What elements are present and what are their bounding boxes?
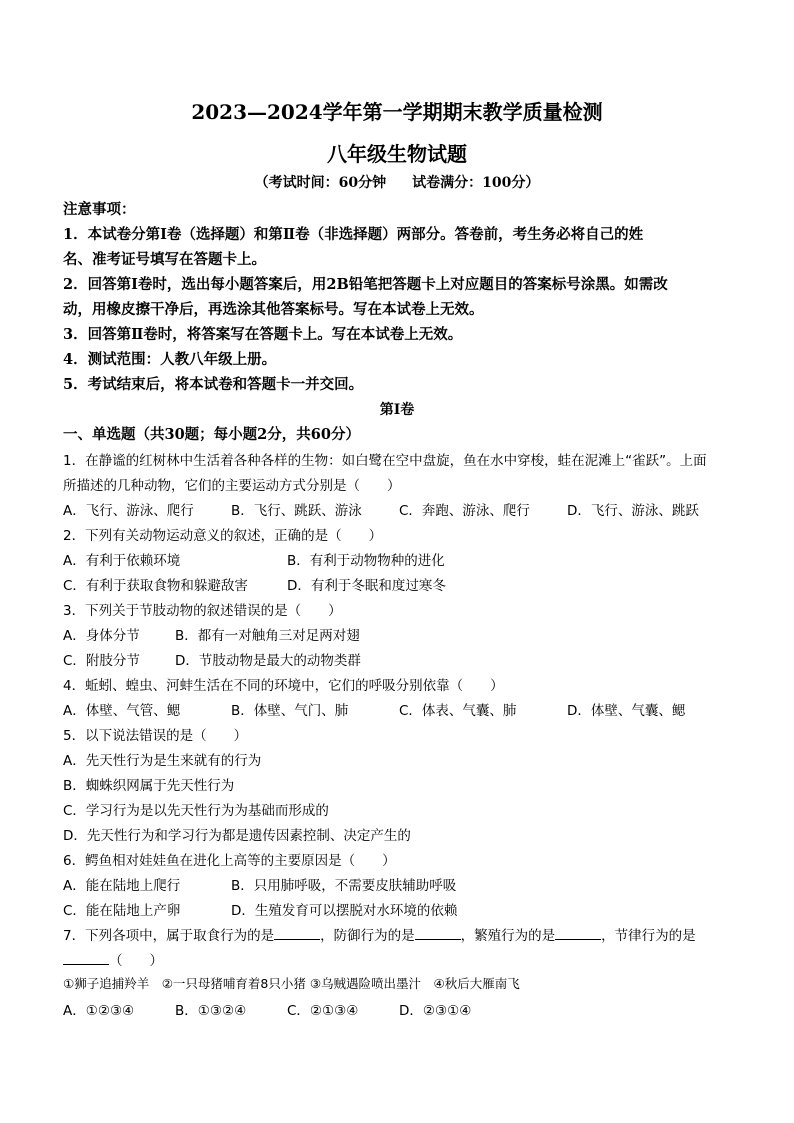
q3-stem: 3．下列关于节肢动物的叙述错误的是（ ） — [63, 603, 342, 619]
q7-stem — [63, 924, 743, 944]
q1-option-c: C．奔跑、游泳、爬行 — [399, 503, 530, 519]
q4-option-a: A．体壁、气管、鳃 — [63, 703, 181, 719]
part-heading: 一、单选题（共30题；每小题2分，共60分） — [63, 426, 360, 443]
q5-option-b: B．蜘蛛织网属于先天性行为 — [63, 778, 235, 794]
q7-blank-3[interactable] — [555, 927, 601, 940]
exam-title: 2023—2024学年第一学期期末教学质量检测 — [191, 100, 603, 124]
exam-subtitle: 八年级生物试题 — [327, 142, 467, 166]
q7-option-c: C．②①③④ — [287, 1003, 359, 1019]
q7-option-b: B．①③②④ — [175, 1003, 247, 1019]
notice-heading: 注意事项： — [63, 201, 136, 218]
q3-option-a: A．身体分节 — [63, 628, 140, 644]
q4-option-c: C．体表、气囊、肺 — [399, 703, 517, 719]
q2-option-b: B．有利于动物物种的进化 — [287, 553, 445, 569]
q7-option-a: A．①②③④ — [63, 1003, 135, 1019]
full-score: 试卷满分：100分） — [412, 175, 540, 191]
q7-items: ①狮子追捕羚羊 ②一只母猪哺育着8只小猪 ③乌贼遇险喷出墨汁 ④秋后大雁南飞 — [63, 976, 520, 991]
q7-blank-4[interactable] — [63, 952, 109, 965]
q2-stem: 2．下列有关动物运动意义的叙述，正确的是（ ） — [63, 528, 383, 544]
q7-stem-a: 7．下列各项中，属于取食行为的是 — [63, 928, 275, 944]
notice-line-2: 名、准考证号填写在答题卡上。 — [63, 251, 266, 268]
q3-option-d: D．节肢动物是最大的动物类群 — [175, 653, 361, 669]
q7-blank-1[interactable] — [274, 927, 320, 940]
q1-option-a: A．飞行、游泳、爬行 — [63, 503, 194, 519]
q1-stem-line2: 所描述的几种动物，它们的主要运动方式分别是（ ） — [63, 478, 401, 494]
q4-stem: 4．蚯蚓、蝗虫、河蚌生活在不同的环境中，它们的呼吸分别依靠（ ） — [63, 678, 504, 694]
q1-stem-line1: 1．在静谧的红树林中生活着各种各样的生物：如白鹭在空中盘旋，鱼在水中穿梭，蛙在泥滩上“雀跃”。上面 — [63, 453, 707, 469]
notice-line-3: 2．回答第Ⅰ卷时，选出每小题答案后，用2B铅笔把答题卡上对应题目的答案标号涂黑。如需改 — [63, 276, 668, 293]
q4-option-d: D．体壁、气囊、鳃 — [567, 703, 686, 719]
q3-option-c: C．附肢分节 — [63, 653, 140, 669]
q7-stem-c: ，繁殖行为的是 — [460, 928, 556, 944]
notice-line-1: 1．本试卷分第Ⅰ卷（选择题）和第Ⅱ卷（非选择题）两部分。答卷前，考生务必将自己的姓 — [63, 226, 644, 243]
q3-option-b: B．都有一对触角三对足两对翅 — [175, 628, 360, 644]
q7-stem-b: ，防御行为的是 — [320, 928, 415, 944]
exam-time: （考试时间：60分钟 — [254, 175, 387, 191]
q7-stem-end: （ ） — [109, 953, 163, 969]
q7-option-d: D．②③①④ — [399, 1003, 472, 1019]
q7-stem-line2 — [63, 949, 743, 969]
q6-option-a: A．能在陆地上爬行 — [63, 878, 181, 894]
q1-option-b: B．飞行、跳跃、游泳 — [231, 503, 362, 519]
notice-line-6: 4．测试范围：人教八年级上册。 — [63, 351, 277, 368]
q6-stem: 6．鳄鱼相对娃娃鱼在进化上高等的主要原因是（ ） — [63, 853, 396, 869]
notice-line-7: 5．考试结束后，将本试卷和答题卡一并交回。 — [63, 376, 364, 393]
q4-option-b: B．体壁、气门、肺 — [231, 703, 349, 719]
notice-line-4: 动，用橡皮擦干净后，再选涂其他答案标号。写在本试卷上无效。 — [63, 301, 484, 318]
notice-line-5: 3．回答第Ⅱ卷时，将答案写在答题卡上。写在本试卷上无效。 — [63, 326, 463, 343]
q2-option-d: D．有利于冬眠和度过寒冬 — [287, 578, 446, 594]
q6-option-b: B．只用肺呼吸，不需要皮肤辅助呼吸 — [231, 878, 457, 894]
q7-stem-d: ，节律行为的是 — [601, 928, 696, 944]
q6-option-d: D．生殖发育可以摆脱对水环境的依赖 — [231, 903, 458, 919]
q5-option-c: C．学习行为是以先天性行为为基础而形成的 — [63, 803, 329, 819]
q2-option-c: C．有利于获取食物和躲避敌害 — [63, 578, 248, 594]
q1-option-d: D．飞行、游泳、跳跃 — [567, 503, 699, 519]
volume-heading: 第Ⅰ卷 — [379, 402, 415, 418]
exam-info — [0, 172, 794, 192]
q2-option-a: A．有利于依赖环境 — [63, 553, 181, 569]
q5-option-a: A．先天性行为是生来就有的行为 — [63, 753, 262, 769]
q5-stem: 5．以下说法错误的是（ ） — [63, 728, 248, 744]
q7-blank-2[interactable] — [415, 927, 461, 940]
q6-option-c: C．能在陆地上产卵 — [63, 903, 181, 919]
q5-option-d: D．先天性行为和学习行为都是遗传因素控制、决定产生的 — [63, 828, 411, 844]
